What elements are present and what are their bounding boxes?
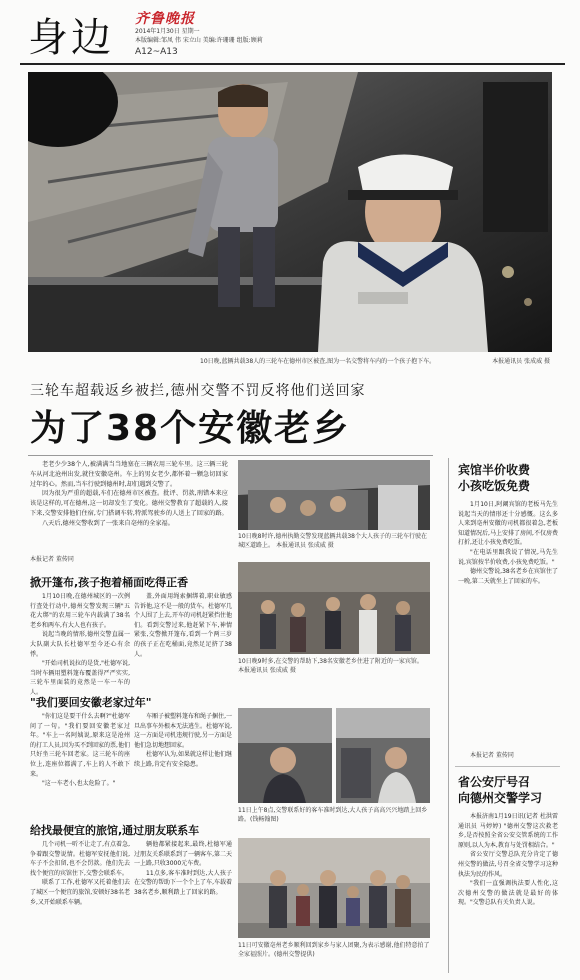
main-photo-caption: 10日晚,蓝辆共载38人的三轮车在德州市区被查,图为一名交警将车内的一个孩子抱下车。: [200, 358, 436, 365]
sidebar-paragraph: 德州交警说,38名老乡在宾馆住了一晚,第二天就坐上了回家的车。: [458, 568, 558, 585]
lead-byline: 本报记者 董传同: [30, 556, 74, 563]
sidebar-story1-text: [458, 500, 558, 586]
photo-hotel-caption: [238, 657, 430, 675]
section3-col1: [30, 840, 130, 907]
photo-bus-caption: 11日上午8点,交警联系好的客车准时到达,大人孩子高高兴兴地踏上回乡路。(钱畅翰图): [238, 807, 428, 823]
article-paragraph: 几个司机一听不让走了,有点着急,争着跟交警说情。杜德军安抚他们说,车子不会扣留,也不会罚款。他们先去找个便宜的宾馆住下,交警会联系车。: [30, 841, 130, 877]
article-paragraph: 杜德军认为,如果就这样让他们继续上路,肯定有安全隐患。: [134, 751, 232, 768]
section-name: 身边: [28, 15, 114, 61]
masthead-rule: [20, 63, 565, 65]
lead-paragraph: 八天后,德州交警收到了一张来自亳州的全家福。: [42, 519, 174, 527]
lead-paragraph: 因为很为严重的超载,车们在德州市区被查。批评、罚款,刑错本来应该是这样的,可在德州,这一切却发生了变化。德州交警教育了超载的人,接下来,交警安排他们住宿,专门搭调车转,特派驾驶乡的人送上了回家的路。: [30, 490, 228, 517]
section2-col2: [134, 712, 232, 770]
photo-cart-caption: [238, 532, 430, 550]
photo-cart-credit: 本报通讯员 张成威 摄: [275, 542, 334, 549]
photo-family-caption: 11日可安徽亳州老乡顺利回到家乡与家人团聚,为表示感谢,他们特意拍了全家福照片。(德州交警提供): [238, 942, 430, 958]
section3-title: 给找最便宜的旅馆,通过朋友联系车: [30, 824, 200, 837]
article-paragraph: "你们这是要干什么去啊?"杜德军问了一句。"我们要回安徽老家过年。"车上一名阿姨说,原来这是沧州的打工人员,因为买不到回家的票,他们只好坐三轮车回老家。这三轮车的座位上,连座位都满了,车上的人不敢下来。: [30, 713, 130, 778]
main-photo-credit: 本报通讯员 张成威 摄: [492, 358, 550, 365]
headline-rule: [28, 455, 433, 456]
section3-col2: [134, 840, 232, 898]
article-paragraph: 盖,外面用绳索捆绑着,职业敏感告诉他,这不是一般的货车。杜德军几个人围了上去,开车的司机赶紧挡住他们。看到交警过来,他赶紧下车,神情紧张,交警掀开篷布,看到一个两三岁的孩子正在吃桶面,竟然足足挤了38人。: [134, 593, 232, 658]
sidebar-story1-byline: 本报记者 董传同: [470, 752, 514, 759]
photo-family: [238, 838, 430, 938]
photo-bus-boarding: [238, 708, 332, 803]
article-paragraph: 11点多,客车准时到达,大人孩子在交警的帮助下一个个上了车,车载着38名老乡,顺利踏上了回家的路。: [134, 869, 232, 896]
section2-title: "我们要回安徽老家过年": [30, 696, 152, 709]
article-paragraph: 车厢子被塑料篷布和绳子捆住,一旦出事车外根本无法逃生。杜德军说,这一方面是司机违规行驶,另一方面是他们急切地想回家。: [134, 713, 232, 749]
main-photo: [28, 72, 552, 352]
sidebar-paragraph: 本报济南1月19日讯(记者 杜洪雷 通讯员 马婷婷) "德州交警这次救老乡,是否按照全省公安交管系统的工作原则,以人为本,教育与处罚相结合。": [458, 813, 558, 849]
sidebar-paragraph: 1月10日,阿阚宾馆的老板马先生说起当天的情形还十分感慨。这么多人来到亳州安徽的司机都很着急,老板知道情况后,马上安排了房间,不仅房费打折,还让小孩免费吃饭。: [458, 501, 558, 547]
section2-col1: [30, 712, 130, 789]
sidebar-paragraph: "在电话里跟我说了情况,马先生说,宾馆按半价收费,小孩免费吃饭。": [458, 548, 558, 566]
article-paragraph: "开始司机说拉的是货,"杜德军说,当时车辆用塑料篷布覆盖得严严实实,三轮车里面装的竟然是一车一车的人。: [30, 660, 130, 696]
sidebar-story1-title: 宾馆半价收费 小孩吃饭免费: [458, 463, 531, 493]
sub-headline: 三轮车超载返乡被拦,德州交警不罚反将他们送回家: [30, 383, 366, 399]
photo-cart-stop: [238, 460, 430, 530]
section1-col1: [30, 592, 130, 698]
lead-text: [30, 460, 228, 529]
photo-hotel-caption-text: 10日晚9时多,在交警的帮助下,38名安徽老乡住进了附近的一家宾馆。: [238, 658, 423, 665]
sidebar-separator: [455, 766, 560, 767]
article-paragraph: 辆他都紧接起来,最终,杜德军通过朋友关系联系到了一辆客车,第二天一上路,只收3000元车费。: [134, 841, 232, 868]
photo-hotel: [238, 562, 430, 654]
article-paragraph: 1月10日晚,在德州城区的一次例行查处行动中,德州交警发现三辆"五花大绑"的农用三轮车内载满了38名老乡和两车,有大人也有孩子。: [30, 593, 130, 629]
section1-title: 掀开篷布,孩子抱着桶面吃得正香: [30, 576, 189, 589]
paper-logo: 齐鲁晚报: [135, 11, 195, 27]
sidebar-paragraph: 省公安厅交警总队充分肯定了德州交警的做法,号召全省交警学习这种执法为民的作风。: [458, 851, 558, 878]
section1-col2: [134, 592, 232, 659]
photo-cart-caption-text: 10日晚8时许,德州执勤交警发现蓝辆共载38个大人孩子的三轮车行驶在城区道路上。: [238, 533, 427, 549]
photo-bus-interior: [336, 708, 430, 803]
sidebar-story2-title: 省公安厅号召 向德州交警学习: [458, 775, 543, 805]
lead-paragraph: 老老少少38个人,被满满当当地塞在三辆农用三轮车里。这三辆三轮车从河北沧州出发,就往安徽亳州。车上的男女老少,都怀着一颗急切回家过年的心。然而,当车行驶到德州时,却们遇到交警了。: [30, 461, 228, 488]
article-paragraph: 联系了工作,杜德军又托着他们去了城区一个便宜的旅馆,安顿好38名老乡,又开始联系车辆。: [30, 879, 130, 906]
sidebar-paragraph: "我们一直强调执法要人性化,这次德州交警的做法就是最好的体现。"交警总队有关负责人说。: [458, 880, 558, 907]
editors-line: 本版编辑:邹凤 伟 宋立山 美编:许珊珊 组版:顾莉: [135, 37, 263, 44]
sidebar-rule: [448, 458, 449, 973]
issue-date: 2014年1月30日 星期一: [135, 28, 200, 35]
page-numbers: A12~A13: [135, 47, 178, 57]
main-headline: 为了38个安徽老乡: [30, 408, 351, 449]
sidebar-story2-text: [458, 812, 558, 908]
article-paragraph: 说起当晚的情形,德州交警直属一大队副大队长杜德军至今还心有余悸。: [30, 631, 130, 658]
article-paragraph: "这一车老小,也太危险了。": [42, 780, 116, 788]
photo-hotel-credit: 本报通讯员 张成威 摄: [238, 667, 296, 674]
